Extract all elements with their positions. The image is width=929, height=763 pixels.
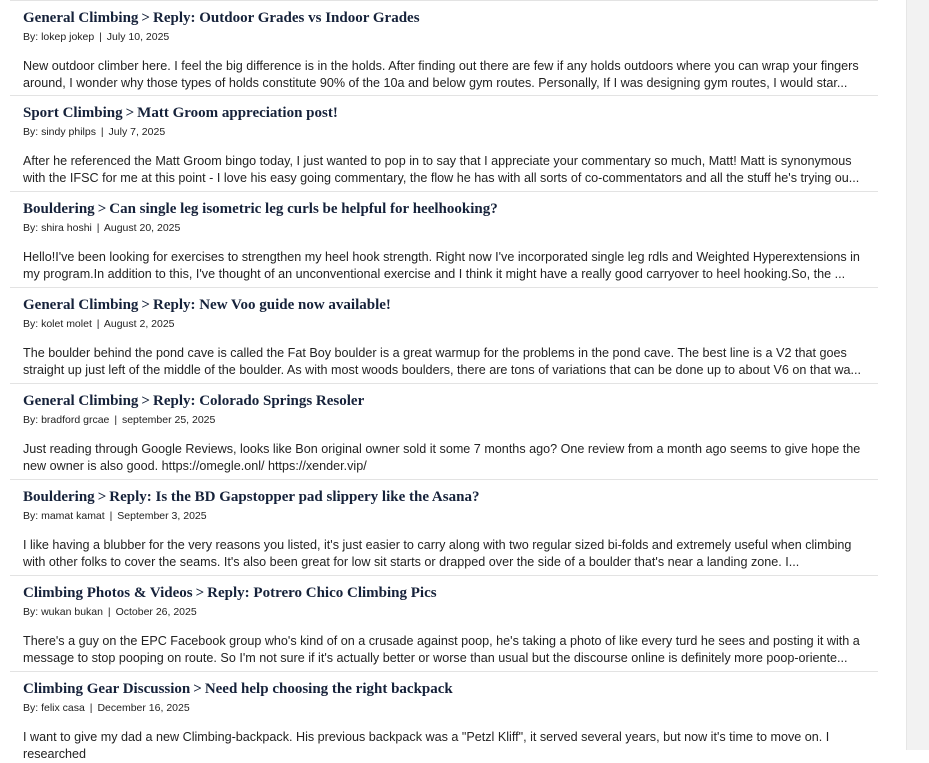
- post-title-link[interactable]: [23, 392, 868, 410]
- post-item: [10, 0, 878, 96]
- meta-divider: |: [89, 702, 93, 714]
- post-meta: [23, 509, 868, 523]
- meta-divider: |: [96, 318, 100, 330]
- post-title-link[interactable]: [23, 488, 868, 506]
- by-label: By:: [23, 414, 39, 426]
- post-title[interactable]: Reply: Is the BD Gapstopper pad slippery like the Asana?: [109, 489, 480, 505]
- meta-divider: |: [107, 606, 111, 618]
- post-date: December 16, 2025: [97, 702, 190, 714]
- post-excerpt[interactable]: There's a guy on the EPC Facebook group who's kind of on a crusade against poop, he's taking a photo of like every turd he sees and posting it with a message to stop pooping on route. So I'm not sure if it's actually better or worse than usual but the discourse online is definitely more poop-oriente...: [23, 634, 860, 665]
- post-category[interactable]: Climbing Photos & Videos: [23, 585, 193, 601]
- post-meta: [23, 221, 868, 235]
- breadcrumb-separator: >: [141, 393, 150, 409]
- post-title-link[interactable]: [23, 104, 868, 122]
- post-excerpt[interactable]: New outdoor climber here. I feel the big difference is in the holds. After finding out there are few if any holds outdoors where you can wrap your fingers around, I wonder why those types of holds constitute 90% of the 10a and below gym routes. Personally, If I was designing gym routes, I would star...: [23, 59, 859, 90]
- post-category[interactable]: Bouldering: [23, 489, 95, 505]
- by-label: By:: [23, 31, 39, 43]
- by-label: By:: [23, 606, 39, 618]
- post-category[interactable]: Climbing Gear Discussion: [23, 681, 191, 697]
- post-item: [10, 288, 878, 384]
- post-date: July 7, 2025: [108, 126, 166, 138]
- post-excerpt[interactable]: After he referenced the Matt Groom bingo today, I just wanted to pop in to say that I appreciate your commentary so much, Matt! Matt is synonymous with the IFSC for me at this point - I love his easy going commentary, the flow he has with all sorts of co-commentators and all the stuff he's trying ou...: [23, 154, 860, 185]
- post-excerpt[interactable]: I want to give my dad a new Climbing-backpack. His previous backpack was a "Petzl Kliff", it served several years, but now it's time to move on. I researched: [23, 730, 830, 761]
- post-item: [10, 480, 878, 576]
- post-title[interactable]: Matt Groom appreciation post!: [137, 105, 338, 121]
- by-label: By:: [23, 510, 39, 522]
- post-author[interactable]: mamat kamat: [41, 510, 105, 522]
- post-title[interactable]: Can single leg isometric leg curls be helpful for heelhooking?: [109, 201, 498, 217]
- meta-divider: |: [99, 31, 102, 43]
- page-scrollbar[interactable]: [906, 0, 929, 750]
- breadcrumb-separator: >: [193, 681, 202, 697]
- post-title-link[interactable]: [23, 296, 868, 314]
- post-meta: [23, 605, 868, 619]
- post-author[interactable]: sindy philps: [41, 126, 96, 138]
- post-date: October 26, 2025: [115, 606, 197, 618]
- post-title[interactable]: Need help choosing the right backpack: [204, 681, 453, 697]
- post-title[interactable]: Reply: Outdoor Grades vs Indoor Grades: [152, 10, 420, 26]
- post-author[interactable]: lokep jokep: [41, 31, 95, 43]
- post-title[interactable]: Reply: Potrero Chico Climbing Pics: [207, 585, 437, 601]
- post-item: [10, 576, 878, 672]
- meta-divider: |: [96, 222, 100, 234]
- post-item: [10, 672, 878, 761]
- post-date: september 25, 2025: [121, 414, 216, 426]
- post-excerpt[interactable]: Hello!I've been looking for exercises to strengthen my heel hook strength. Right now I've incorporated single leg rdls and Weighted Hyperextensions in my program.In addition to this, I've thought of an unconventional exercise and I think it might have a really good carryover to heel hooking.So, the ...: [23, 250, 860, 281]
- breadcrumb-separator: >: [97, 489, 107, 505]
- post-meta: [23, 701, 868, 715]
- post-author[interactable]: bradford grcae: [41, 414, 110, 426]
- post-meta: [23, 413, 868, 427]
- post-category[interactable]: General Climbing: [23, 393, 139, 409]
- breadcrumb-separator: >: [141, 297, 150, 313]
- post-item: [10, 192, 878, 288]
- post-excerpt[interactable]: The boulder behind the pond cave is called the Fat Boy boulder is a great warmup for the problems in the pond cave. The best line is a V2 that goes straight up just left of the middle of the boulder. As with most woods boulders, there are tons of variations that can be done up to about V6 on that wa...: [23, 346, 861, 377]
- by-label: By:: [23, 702, 39, 714]
- post-title-link[interactable]: [23, 584, 868, 602]
- post-date: August 20, 2025: [103, 222, 181, 234]
- meta-divider: |: [114, 414, 118, 426]
- meta-divider: |: [100, 126, 104, 138]
- post-date: August 2, 2025: [103, 318, 175, 330]
- by-label: By:: [23, 126, 39, 138]
- breadcrumb-separator: >: [97, 201, 107, 217]
- post-date: July 10, 2025: [106, 31, 170, 43]
- post-meta: [23, 30, 868, 44]
- post-category[interactable]: Sport Climbing: [23, 105, 123, 121]
- post-excerpt[interactable]: I like having a blubber for the very reasons you listed, it's just easier to carry along with two regular sized bi-folds and extremely useful when climbing with other folks to cover the seams. It's also been great for low sit starts or drapped over the side of a boulder that's near a landing zone. I...: [23, 538, 852, 569]
- breadcrumb-separator: >: [141, 10, 150, 26]
- post-title-link[interactable]: [23, 680, 868, 698]
- post-author[interactable]: wukan bukan: [41, 606, 103, 618]
- post-date: September 3, 2025: [117, 510, 207, 522]
- post-title[interactable]: Reply: Colorado Springs Resoler: [152, 393, 365, 409]
- meta-divider: |: [109, 510, 113, 522]
- post-category[interactable]: General Climbing: [23, 10, 139, 26]
- post-category[interactable]: Bouldering: [23, 201, 95, 217]
- post-excerpt[interactable]: Just reading through Google Reviews, looks like Bon original owner sold it some 7 months ago? One review from a month ago seems to give hope the new owner is also good. https://omegle.onl/ https://xender.vip/: [23, 442, 861, 473]
- post-item: [10, 384, 878, 480]
- post-meta: [23, 125, 868, 139]
- post-title-link[interactable]: [23, 9, 868, 27]
- post-category[interactable]: General Climbing: [23, 297, 139, 313]
- post-item: [10, 96, 878, 192]
- by-label: By:: [23, 318, 39, 330]
- post-meta: [23, 317, 868, 331]
- post-feed: [10, 0, 878, 761]
- breadcrumb-separator: >: [195, 585, 205, 601]
- post-author[interactable]: shira hoshi: [41, 222, 92, 234]
- post-author[interactable]: kolet molet: [41, 318, 92, 330]
- post-title-link[interactable]: [23, 200, 868, 218]
- by-label: By:: [23, 222, 39, 234]
- post-title[interactable]: Reply: New Voo guide now available!: [152, 297, 391, 313]
- post-author[interactable]: felix casa: [41, 702, 85, 714]
- breadcrumb-separator: >: [125, 105, 135, 121]
